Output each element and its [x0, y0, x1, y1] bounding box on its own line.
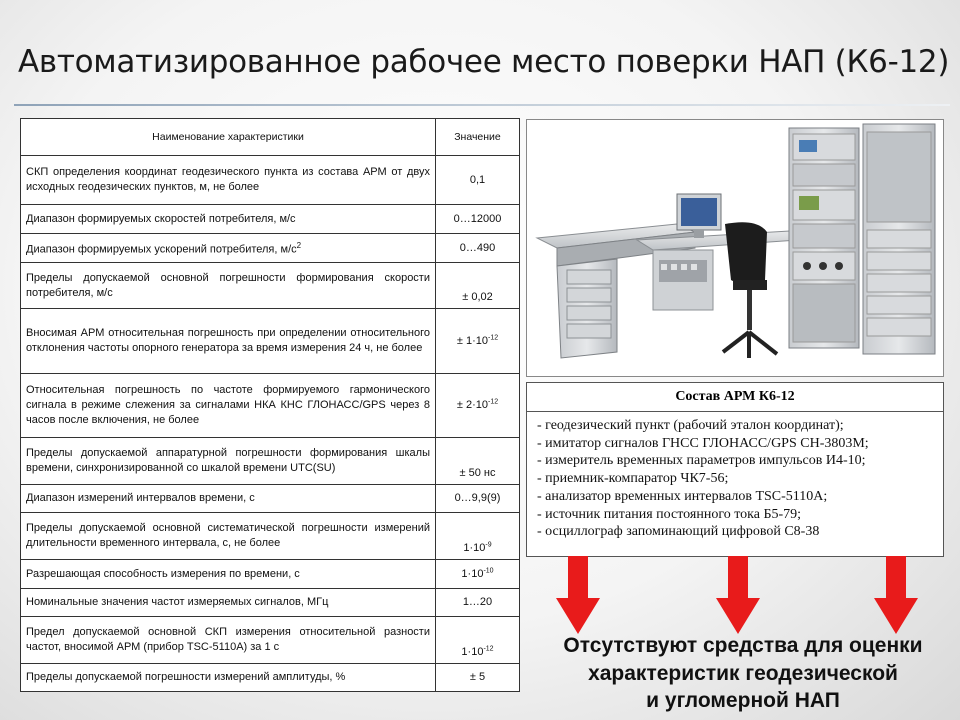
row-name: Предел допускаемой основной СКП измерения относительной разности частот, вносимой АРМ (прибор TSC-5110A) за 1 с: [21, 617, 436, 664]
table-row: [21, 374, 520, 438]
down-arrow-icon: [716, 556, 760, 634]
row-value-text: 0…490: [459, 241, 496, 254]
row-value: [436, 617, 520, 664]
table-row: [21, 560, 520, 589]
list-item: - приемник-компаратор ЧК7-56;: [537, 471, 729, 487]
list-item: - измеритель временных параметров импульсов И4-10;: [537, 453, 866, 469]
row-value: [436, 234, 520, 263]
table-row: [21, 617, 520, 664]
title-divider: [14, 104, 950, 106]
row-name: Номинальные значения частот измеряемых сигналов, МГц: [21, 589, 436, 617]
table-row: [21, 485, 520, 513]
row-value: [436, 438, 520, 485]
row-value: [436, 309, 520, 374]
row-name: Пределы допускаемой аппаратурной погрешности формирования шкалы времени, синхронизированной со шкалой времени UTC(SU): [21, 438, 436, 485]
row-value-exponent: -12: [487, 398, 499, 406]
row-value: [436, 513, 520, 560]
row-value: [436, 589, 520, 617]
row-value-exponent: -12: [483, 645, 494, 653]
conclusion-line: Отсутствуют средства для оценки: [563, 634, 923, 657]
row-value-text: 0…9,9(9): [454, 492, 501, 504]
row-name: Диапазон измерений интервалов времени, с: [21, 485, 436, 513]
row-name: Диапазон формируемых скоростей потребителя, м/с: [21, 205, 436, 234]
row-value: [436, 156, 520, 205]
slide-title: Автоматизированное рабочее место поверки НАП (К6-12): [18, 44, 950, 80]
row-value: [436, 374, 520, 438]
row-name-superscript: 2: [296, 241, 302, 251]
row-name-text: Диапазон формируемых ускорений потребителя, м/с: [26, 243, 297, 256]
row-name: Пределы допускаемой основной погрешности формирования скорости потребителя, м/с: [21, 263, 436, 309]
row-name: СКП определения координат геодезического пункта из состава АРМ от двух исходных геодезических пунктов, м, не более: [21, 156, 436, 205]
table-header-row: [21, 119, 520, 156]
row-value-exponent: -12: [487, 333, 499, 341]
workstation-photo: [526, 119, 944, 377]
table-row: [21, 309, 520, 374]
specifications-table: [20, 118, 520, 692]
table-row: [21, 156, 520, 205]
row-value-text: ± 5: [469, 671, 486, 683]
row-name: Пределы допускаемой погрешности измерений амплитуды, %: [21, 664, 436, 692]
header-value: Значение: [436, 119, 520, 156]
table-row: [21, 205, 520, 234]
workstation-illustration: [527, 120, 943, 376]
composition-box: [526, 382, 944, 557]
row-name: Относительная погрешность по частоте формируемого гармонического сигнала в режиме слежения за сигналами НКА КНС ГЛОНАСС/GPS через 8 часов после включения, не более: [21, 374, 436, 438]
row-value-text: 0,1: [469, 173, 486, 186]
list-item: - имитатор сигналов ГНСС ГЛОНАСС/GPS СН-3803М;: [537, 435, 869, 451]
row-value: [436, 205, 520, 234]
row-value-exponent: -9: [485, 541, 492, 549]
table-row: [21, 234, 520, 263]
row-name: Разрешающая способность измерения по времени, с: [21, 560, 436, 589]
row-value-text: ± 50 нс: [459, 467, 496, 479]
row-value: [436, 485, 520, 513]
row-value: [436, 560, 520, 589]
row-name: [21, 234, 436, 263]
row-value: [436, 664, 520, 692]
list-item: - анализатор временных интервалов TSC-5110A;: [537, 488, 828, 504]
row-value-text: 1·10: [463, 542, 486, 554]
table-row: [21, 438, 520, 485]
row-value-text: 1…20: [462, 596, 493, 608]
composition-list: [527, 412, 943, 541]
down-arrow-icon: [874, 556, 918, 634]
row-name: Вносимая АРМ относительная погрешность при определении относительного отклонения частоты опорного генератора за время измерения 24 ч, не более: [21, 309, 436, 374]
conclusion-line: характеристик геодезической: [588, 661, 898, 685]
table-row: [21, 664, 520, 692]
row-value-text: 0…12000: [453, 212, 502, 225]
row-value-exponent: -10: [483, 566, 494, 574]
header-characteristic: Наименование характеристики: [21, 119, 436, 156]
row-value: [436, 263, 520, 309]
row-value-text: 1·10: [461, 646, 484, 658]
row-value-text: 1·10: [461, 567, 484, 580]
list-item: - геодезический пункт (рабочий эталон координат);: [537, 418, 844, 433]
row-name: Пределы допускаемой основной систематической погрешности измерений длительности временного интервала, с, не более: [21, 513, 436, 560]
conclusion-line: и угломерной НАП: [646, 689, 840, 712]
composition-title: Состав АРМ К6-12: [527, 383, 943, 412]
list-item: - источник питания постоянного тока Б5-79;: [537, 506, 802, 522]
row-value-text: ± 1·10: [456, 334, 488, 347]
conclusion-text: [526, 632, 960, 715]
row-value-text: ± 0,02: [462, 291, 493, 303]
table-row: [21, 513, 520, 560]
table-row: [21, 589, 520, 617]
down-arrow-icon: [556, 556, 600, 634]
list-item: - осциллограф запоминающий цифровой С8-38: [537, 524, 820, 540]
table-row: [21, 263, 520, 309]
row-value-text: ± 2·10: [456, 399, 488, 411]
